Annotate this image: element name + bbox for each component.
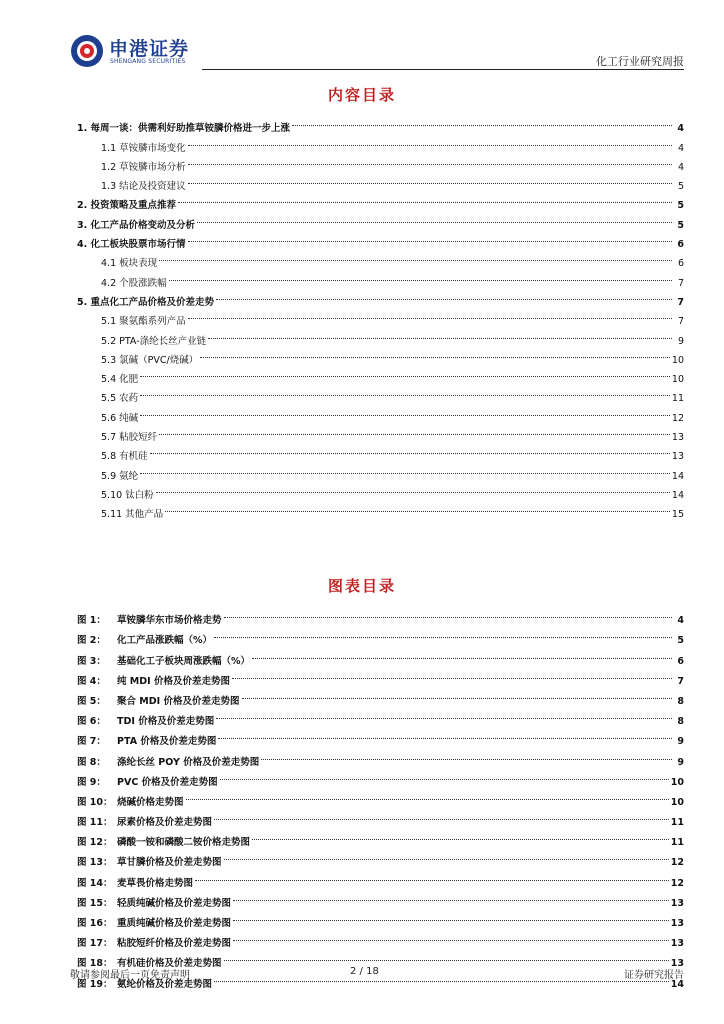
- figure-entry-page: 10: [670, 776, 684, 788]
- dot-leader: [159, 416, 670, 435]
- dot-leader: [156, 474, 670, 493]
- toc-entry-page: 10: [671, 374, 684, 386]
- figure-entry-label: PVC 价格及价差走势图: [117, 776, 218, 788]
- figure-entry-page: 9: [677, 736, 684, 748]
- figure-entry-page: 13: [670, 918, 684, 929]
- figure-entry-number: 图 15：: [77, 897, 113, 909]
- figure-entry-page: 13: [670, 938, 684, 950]
- figure-entry-label: 轻质纯碱价格及价差走势图: [117, 897, 232, 909]
- toc-entry-label: 5. 重点化工产品价格及价差走势: [77, 296, 215, 308]
- toc-entry-label: 1.3 结论及投资建议: [101, 181, 186, 193]
- header-divider: [202, 69, 684, 70]
- toc-entry-page: 13: [671, 451, 684, 463]
- toc-entry-page: 14: [671, 470, 684, 482]
- dot-leader: [214, 618, 672, 638]
- figure-entry-label: 基础化工子板块周涨跌幅（%）: [117, 655, 251, 667]
- toc-entry-label: 2. 投资策略及重点推荐: [77, 200, 177, 212]
- dot-leader: [188, 223, 672, 242]
- dot-leader: [169, 261, 672, 280]
- toc-entry-page: 14: [671, 489, 684, 501]
- toc-entry-page: 5: [677, 200, 684, 212]
- toc-entry-label: 3. 化工产品价格变动及分析: [77, 219, 196, 231]
- dot-leader: [252, 820, 669, 840]
- figure-entry-page: 4: [677, 615, 684, 627]
- dot-leader: [140, 377, 670, 396]
- dot-leader: [232, 659, 672, 679]
- toc-entry-page: 5: [677, 219, 684, 231]
- dot-leader: [150, 435, 670, 454]
- figures-title: 图表目录: [327, 577, 396, 595]
- figure-entry-label: 聚合 MDI 价格及价差走势图: [117, 695, 240, 707]
- dot-leader: [188, 165, 672, 184]
- figure-entry-number: 图 16：: [77, 918, 113, 929]
- figure-entry-page: 8: [677, 695, 684, 707]
- dot-leader: [195, 860, 669, 880]
- figure-entry-number: 图 6：: [77, 716, 106, 728]
- dot-leader: [216, 281, 672, 300]
- toc-entry-page: 6: [677, 239, 684, 251]
- toc-title: 内容目录: [327, 86, 396, 104]
- figure-entry-label: 重质纯碱价格及价差走势图: [117, 918, 232, 929]
- figure-entry-number: 图 2：: [77, 635, 106, 647]
- toc-entry-label: 5.9 氨纶: [101, 470, 139, 482]
- logo-icon: [71, 35, 103, 67]
- dot-leader: [188, 146, 672, 165]
- list-of-figures: [77, 603, 684, 990]
- toc-entry-label: 4.2 个股涨跌幅: [101, 277, 167, 289]
- dot-leader: [165, 493, 670, 512]
- figure-entry-number: 图 12：: [77, 837, 113, 849]
- dot-leader: [242, 679, 673, 699]
- page-footer: [0, 962, 724, 992]
- toc-entry-label: 5.11 其他产品: [101, 509, 164, 521]
- toc-entry-label: 5.4 化肥: [101, 374, 139, 386]
- figure-entry-number: 图 5：: [77, 695, 106, 707]
- logo-text-en: SHENGANG SECURITIES: [110, 58, 186, 65]
- dot-leader: [186, 780, 669, 800]
- figure-entry-number: 图 9：: [77, 776, 106, 788]
- dot-leader: [261, 739, 672, 759]
- toc-entry-page: 11: [671, 393, 684, 405]
- dot-leader: [252, 638, 672, 658]
- dot-leader: [292, 107, 672, 126]
- figure-entry-page: 13: [670, 897, 684, 909]
- toc-entry-page: 9: [677, 335, 684, 347]
- dot-leader: [188, 126, 672, 145]
- toc-entry-label: 5.1 聚氨酯系列产品: [101, 316, 186, 328]
- figure-entry-number: 图 7：: [77, 736, 106, 748]
- figure-entry-number: 图 17：: [77, 938, 113, 950]
- toc-entry-label: 1.2 草铵膦市场分析: [101, 161, 186, 173]
- figure-entry-page: 11: [670, 837, 684, 849]
- toc-entry-label: 5.3 氯碱（PVC/烧碱）: [101, 354, 199, 366]
- toc-entry-page: 5: [677, 181, 684, 193]
- footer-disclaimer: 敬请参阅最后一页免责声明: [70, 970, 190, 981]
- page-header: [0, 0, 724, 80]
- figure-entry-number: 图 3：: [77, 655, 106, 667]
- dot-leader: [233, 921, 669, 941]
- dot-leader: [233, 901, 669, 921]
- dot-leader: [140, 454, 670, 473]
- toc-entry-page: 12: [671, 412, 684, 424]
- figure-entry-page: 12: [670, 857, 684, 869]
- figure-entry-number: 图 8：: [77, 756, 106, 768]
- dot-leader: [140, 396, 670, 415]
- toc-entry-page: 7: [677, 277, 684, 289]
- dot-leader: [208, 319, 672, 338]
- figure-entry-label: 草甘膦价格及价差走势图: [117, 857, 222, 869]
- figure-entry-page: 6: [677, 655, 684, 667]
- toc-entry-label: 1. 每周一谈：供需利好助推草铵膦价格进一步上涨: [77, 123, 291, 135]
- figure-entry-number: 图 11：: [77, 817, 113, 829]
- dot-leader: [197, 203, 672, 222]
- dot-leader: [224, 941, 669, 961]
- page-indicator: 2 / 18: [350, 966, 379, 977]
- figure-entry-number: 图 18：: [77, 958, 113, 970]
- dot-leader: [159, 242, 672, 261]
- dot-leader: [188, 300, 672, 319]
- logo-text-cn: 申港证券: [109, 38, 190, 60]
- figure-entry-page: 9: [677, 756, 684, 768]
- figure-entry-number: 图 1：: [77, 615, 106, 627]
- figure-entry-number: 图 19：: [77, 978, 113, 990]
- figure-entry-page: 13: [670, 958, 684, 970]
- dot-leader: [140, 358, 670, 377]
- dot-leader: [224, 598, 672, 618]
- dot-leader: [200, 339, 670, 358]
- dot-leader: [178, 184, 672, 203]
- figure-entry-number: 图 4：: [77, 675, 106, 687]
- figure-entry-page: 11: [670, 817, 684, 829]
- dot-leader: [218, 719, 672, 739]
- toc-entry-label: 5.7 粘胶短纤: [101, 432, 158, 444]
- figure-entry-label: 纯 MDI 价格及价差走势图: [117, 675, 230, 687]
- figure-entry-label: 尿素价格及价差走势图: [117, 817, 213, 829]
- toc-entry-page: 10: [671, 354, 684, 366]
- toc-entry-page: 7: [677, 316, 684, 328]
- figure-entry-label: 麦草畏价格走势图: [117, 877, 194, 889]
- toc-entry-page: 4: [677, 161, 684, 173]
- figure-entry-label: 草铵膦华东市场价格走势: [117, 615, 222, 627]
- toc-entry-label: 4.1 板块表现: [101, 258, 158, 270]
- figure-entry-label: PTA 价格及价差走势图: [117, 736, 217, 748]
- figure-entry-label: 氨纶价格及价差走势图: [117, 978, 213, 990]
- figure-entry-page: 12: [670, 877, 684, 889]
- toc-entry-page: 4: [677, 142, 684, 154]
- toc-entry-page: 15: [671, 509, 684, 521]
- toc-entry-page: 4: [677, 123, 684, 135]
- figure-entry-page: 7: [677, 675, 684, 687]
- figure-entry-number: 图 13：: [77, 857, 113, 869]
- figure-entry-label: 磷酸一铵和磷酸二铵价格走势图: [117, 837, 251, 849]
- figure-entry-label: 化工产品涨跌幅（%）: [117, 635, 213, 647]
- toc-entry[interactable]: [77, 498, 684, 521]
- dot-leader: [216, 699, 672, 719]
- dot-leader: [233, 881, 669, 901]
- figure-entry-page: 10: [670, 796, 684, 808]
- figure-entry-number: 图 10：: [77, 796, 113, 808]
- dot-leader: [214, 800, 669, 820]
- report-type: 化工行业研究周报: [596, 55, 684, 68]
- toc-entry-label: 5.6 纯碱: [101, 412, 139, 424]
- figure-entry-number: 图 14：: [77, 877, 113, 889]
- toc-entry-label: 5.2 PTA-涤纶长丝产业链: [101, 335, 207, 347]
- figure-entry-label: 烧碱价格走势图: [117, 796, 184, 808]
- figure-entry-label: 粘胶短纤价格及价差走势图: [117, 938, 232, 950]
- figure-entry-label: 有机硅价格及价差走势图: [117, 958, 222, 970]
- table-of-contents: [77, 112, 684, 521]
- toc-entry-page: 7: [677, 296, 684, 308]
- toc-entry-label: 5.5 农药: [101, 393, 139, 405]
- figure-entry-page: 5: [677, 635, 684, 647]
- toc-entry-label: 4. 化工板块股票市场行情: [77, 239, 186, 251]
- dot-leader: [224, 840, 669, 860]
- figure-entry-label: 涤纶长丝 POY 价格及价差走势图: [117, 756, 260, 768]
- toc-entry-label: 5.8 有机硅: [101, 451, 148, 463]
- footer-report-kind: 证券研究报告: [624, 970, 684, 981]
- toc-entry-label: 5.10 钛白粉: [101, 489, 154, 501]
- figure-entry-label: TDI 价格及价差走势图: [117, 716, 215, 728]
- dot-leader: [220, 760, 669, 780]
- toc-entry-page: 6: [677, 258, 684, 270]
- toc-entry-label: 1.1 草铵膦市场变化: [101, 142, 186, 154]
- figure-entry-page: 8: [677, 716, 684, 728]
- figure-entry-page: 14: [670, 978, 684, 990]
- toc-entry-page: 13: [671, 432, 684, 444]
